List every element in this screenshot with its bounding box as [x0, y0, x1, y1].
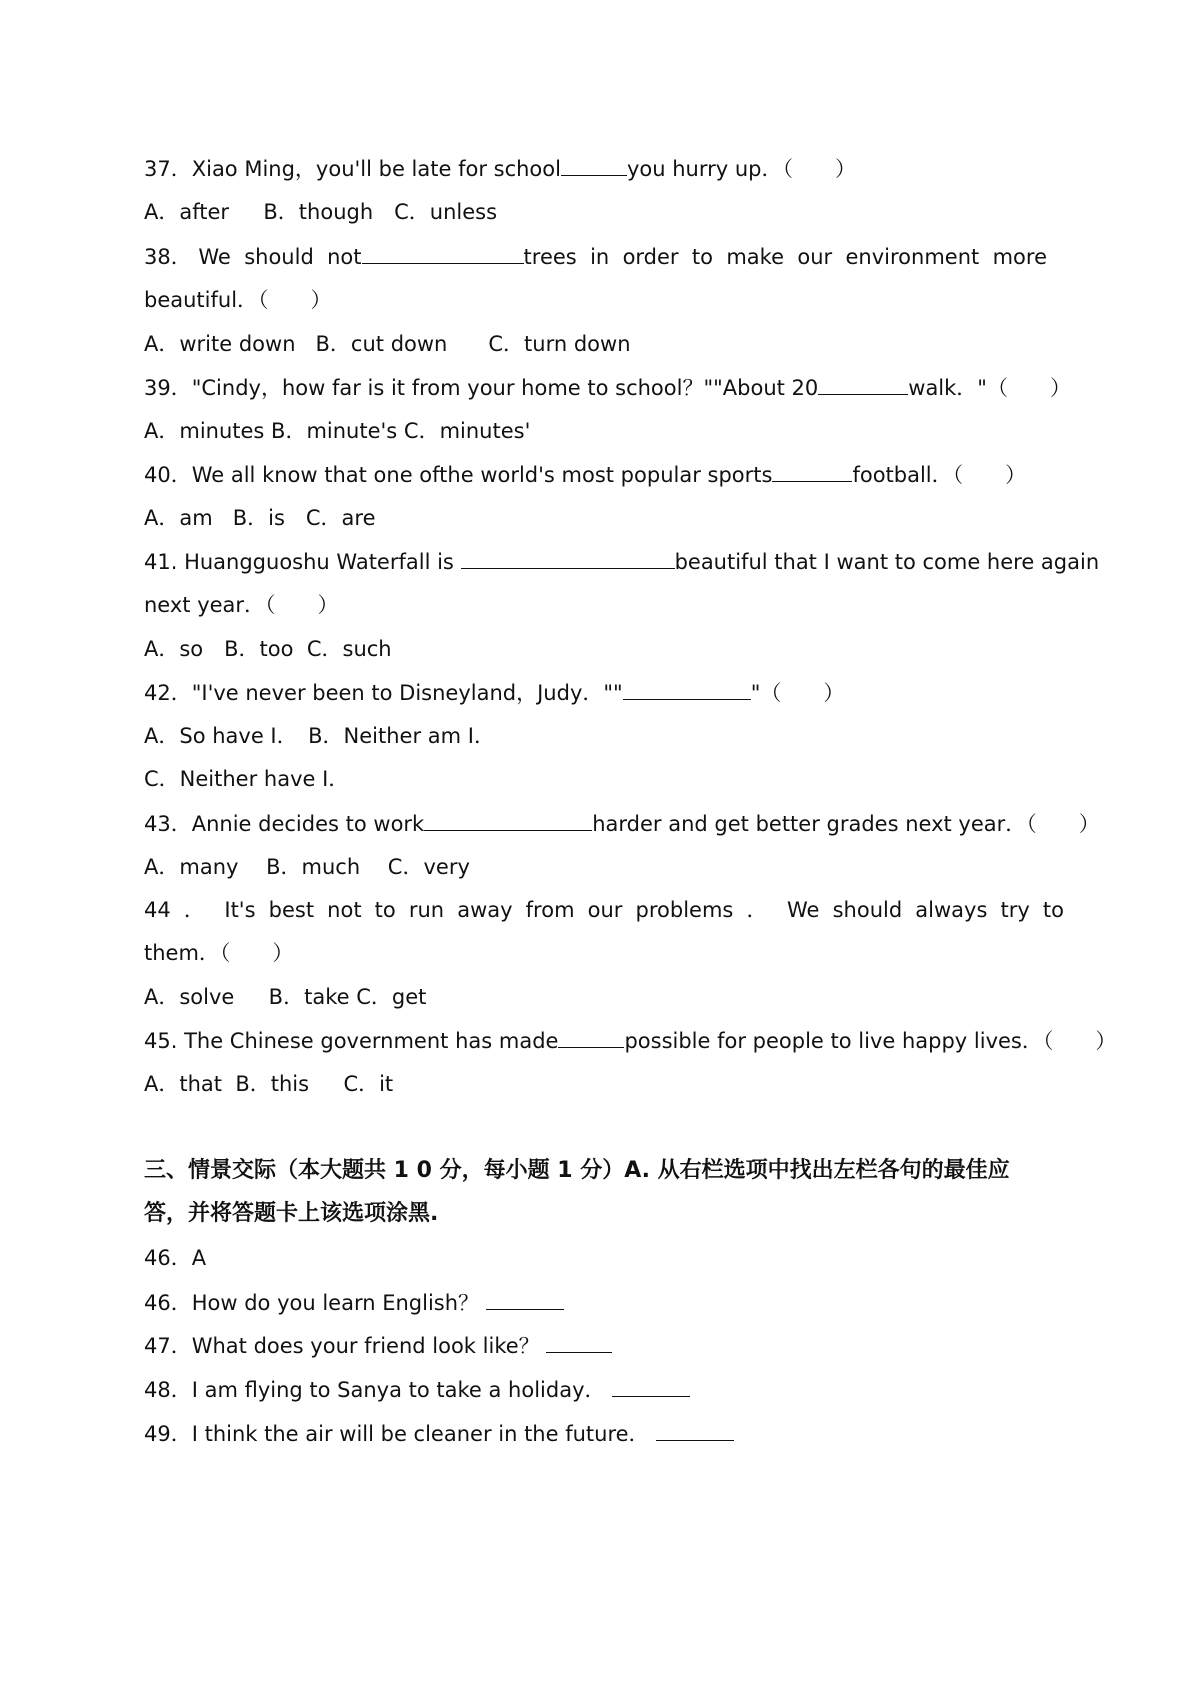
question-49 — [144, 1418, 1064, 1449]
question-45-options: A．that B．this C．it — [144, 1072, 394, 1096]
question-37-text-b: you hurry up．（ ） — [626, 157, 856, 181]
question-40-text-b: football．（ ） — [852, 463, 1027, 487]
answer-blank[interactable] — [546, 1330, 612, 1353]
question-46-text: 46．How do you learn English？ — [144, 1291, 480, 1315]
question-38-stem-cont: beautiful．（ ） — [144, 288, 332, 312]
question-42-stem — [144, 677, 1064, 708]
question-40-stem — [144, 459, 1064, 490]
question-48-text: 48．I am flying to Sanya to take a holiday． — [144, 1378, 606, 1402]
answer-blank[interactable] — [558, 1025, 624, 1048]
question-39-text-a: 39．"Cindy，how far is it from your home to school？""About 20 — [144, 376, 819, 400]
question-41-options: A．so B．too C．such — [144, 637, 392, 661]
question-45-text-b: possible for people to live happy lives．（ ） — [624, 1029, 1117, 1053]
question-43-stem — [144, 808, 1100, 839]
answer-blank[interactable] — [772, 459, 852, 482]
question-49-text: 49．I think the air will be cleaner in the future． — [144, 1422, 650, 1446]
answer-blank[interactable] — [656, 1418, 734, 1441]
question-48 — [144, 1374, 1064, 1405]
question-42-options-ab: A．So have I． B．Neither am I． — [144, 724, 495, 748]
section-3-heading: 三、情景交际（本大题共 1 0 分，每小题 1 分）A. 从右栏选项中找出左栏各句的最佳应 — [144, 1158, 1010, 1183]
question-38-options: A．write down B．cut down C．turn down — [144, 332, 631, 356]
question-38-text-a: 38． We should not — [144, 245, 362, 269]
answer-blank[interactable] — [612, 1374, 690, 1397]
question-42-text-b: "（ ） — [750, 681, 845, 705]
question-44-stem: 44 ． It's best not to run away from our problems ． We should always try to — [144, 898, 1064, 922]
question-46 — [144, 1287, 1064, 1318]
section-3-heading-cont: 答，并将答题卡上该选项涂黑. — [144, 1201, 439, 1226]
answer-blank[interactable] — [623, 677, 751, 700]
answer-blank[interactable] — [424, 808, 592, 831]
question-41-text-a: 41. Huangguoshu Waterfall is — [144, 550, 454, 574]
question-37-options: A．after B．though C．unless — [144, 200, 498, 224]
answer-blank[interactable] — [818, 372, 908, 395]
answer-blank[interactable] — [461, 546, 675, 569]
label-46-a: 46．A — [144, 1246, 207, 1270]
question-39-stem — [144, 372, 1071, 403]
question-39-text-b: walk．"（ ） — [908, 376, 1071, 400]
question-47-text: 47．What does your friend look like？ — [144, 1334, 540, 1358]
question-43-text-a: 43．Annie decides to work — [144, 812, 425, 836]
question-40-options: A．am B．is C．are — [144, 506, 376, 530]
question-41-stem-cont: next year．（ ） — [144, 593, 339, 617]
question-45-stem — [144, 1025, 1117, 1056]
question-43-options: A．many B．much C．very — [144, 855, 470, 879]
answer-blank[interactable] — [486, 1287, 564, 1310]
question-47 — [144, 1330, 1064, 1361]
answer-blank[interactable] — [561, 153, 627, 176]
question-41-stem — [144, 546, 1100, 577]
question-42-text-a: 42．"I've never been to Disneyland，Judy．"" — [144, 681, 623, 705]
question-44-stem-cont: them．（ ） — [144, 941, 294, 965]
question-44-options: A．solve B．take C．get — [144, 985, 427, 1009]
question-40-text-a: 40．We all know that one ofthe world's most popular sports — [144, 463, 773, 487]
question-42-option-c: C．Neither have I． — [144, 767, 350, 791]
question-45-text-a: 45. The Chinese government has made — [144, 1029, 559, 1053]
question-38-text-b: trees in order to make our environment more — [523, 245, 1047, 269]
question-37-text-a: 37．Xiao Ming，you'll be late for school — [144, 157, 561, 181]
question-41-text-b: beautiful that I want to come here again — [674, 550, 1100, 574]
question-43-text-b: harder and get better grades next year．（ ） — [592, 812, 1100, 836]
question-39-options: A．minutes B．minute's C．minutes' — [144, 419, 531, 443]
question-37-stem — [144, 153, 1064, 184]
answer-blank[interactable] — [362, 241, 524, 264]
question-38-stem — [144, 241, 1064, 272]
